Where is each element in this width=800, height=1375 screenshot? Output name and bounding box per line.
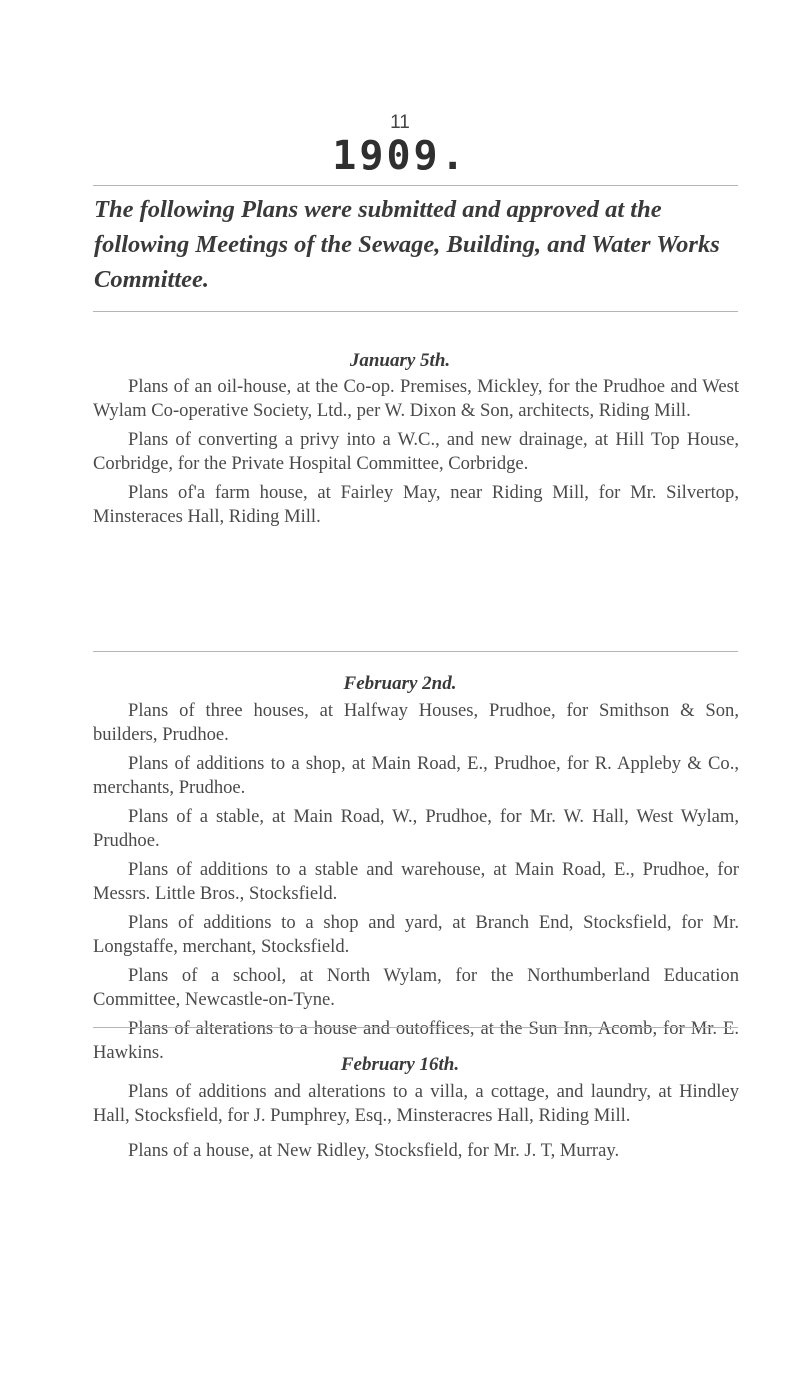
plan-entry: Plans of a school, at North Wylam, for the Northumberland Education Committee, Newcastle-on-Tyne. bbox=[93, 965, 739, 1010]
meeting-date-heading: February 16th. bbox=[340, 1054, 460, 1075]
divider bbox=[93, 185, 738, 186]
meeting-date-heading: February 2nd. bbox=[343, 673, 457, 694]
meeting-entries bbox=[93, 1080, 739, 1169]
plan-entry: Plans of additions to a stable and warehouse, at Main Road, E., Prudhoe, for Messrs. Little Bros., Stocksfield. bbox=[93, 859, 739, 904]
plan-entry: Plans of a stable, at Main Road, W., Prudhoe, for Mr. W. Hall, West Wylam, Prudhoe. bbox=[93, 806, 739, 851]
meeting-entries bbox=[93, 699, 739, 1070]
plan-entry: Plans of alterations to a house and outoffices, at the Sun Inn, Acomb, for Mr. E. Hawkins. bbox=[93, 1018, 739, 1063]
plan-entry: Plans of additions and alterations to a villa, a cottage, and laundry, at Hindley Hall, Stocksfield, for J. Pumphrey, Esq., Minsteracres Hall, Riding Mill. bbox=[93, 1081, 739, 1126]
meeting-entries bbox=[93, 375, 739, 534]
plan-entry: Plans of a house, at New Ridley, Stocksfield, for Mr. J. T, Murray. bbox=[128, 1140, 620, 1161]
divider bbox=[93, 651, 738, 652]
intro-paragraph: The following Plans were submitted and approved at the following Meetings of the Sewage, Building, and Water Works Committee. bbox=[94, 196, 720, 293]
meeting-date-heading: January 5th. bbox=[349, 350, 451, 371]
plan-entry: Plans of'a farm house, at Fairley May, near Riding Mill, for Mr. Silvertop, Minsteraces Hall, Riding Mill. bbox=[93, 482, 739, 527]
plan-entry: Plans of converting a privy into a W.C., and new drainage, at Hill Top House, Corbridge, for the Private Hospital Committee, Corbridge. bbox=[93, 429, 739, 474]
plan-entry: Plans of additions to a shop, at Main Road, E., Prudhoe, for R. Appleby & Co., merchants, Prudhoe. bbox=[93, 753, 739, 798]
plan-entry: Plans of additions to a shop and yard, at Branch End, Stocksfield, for Mr. Longstaffe, merchant, Stocksfield. bbox=[93, 912, 739, 957]
year-heading: 1909. bbox=[332, 133, 468, 179]
plan-entry: Plans of an oil-house, at the Co-op. Premises, Mickley, for the Prudhoe and West Wylam Co-operative Society, Ltd., per W. Dixon & Son, architects, Riding Mill. bbox=[93, 376, 739, 421]
plan-entry: Plans of three houses, at Halfway Houses, Prudhoe, for Smithson & Son, builders, Prudhoe. bbox=[93, 700, 739, 745]
divider bbox=[93, 311, 738, 312]
divider bbox=[93, 1027, 738, 1028]
page-number: 11 bbox=[390, 112, 410, 133]
